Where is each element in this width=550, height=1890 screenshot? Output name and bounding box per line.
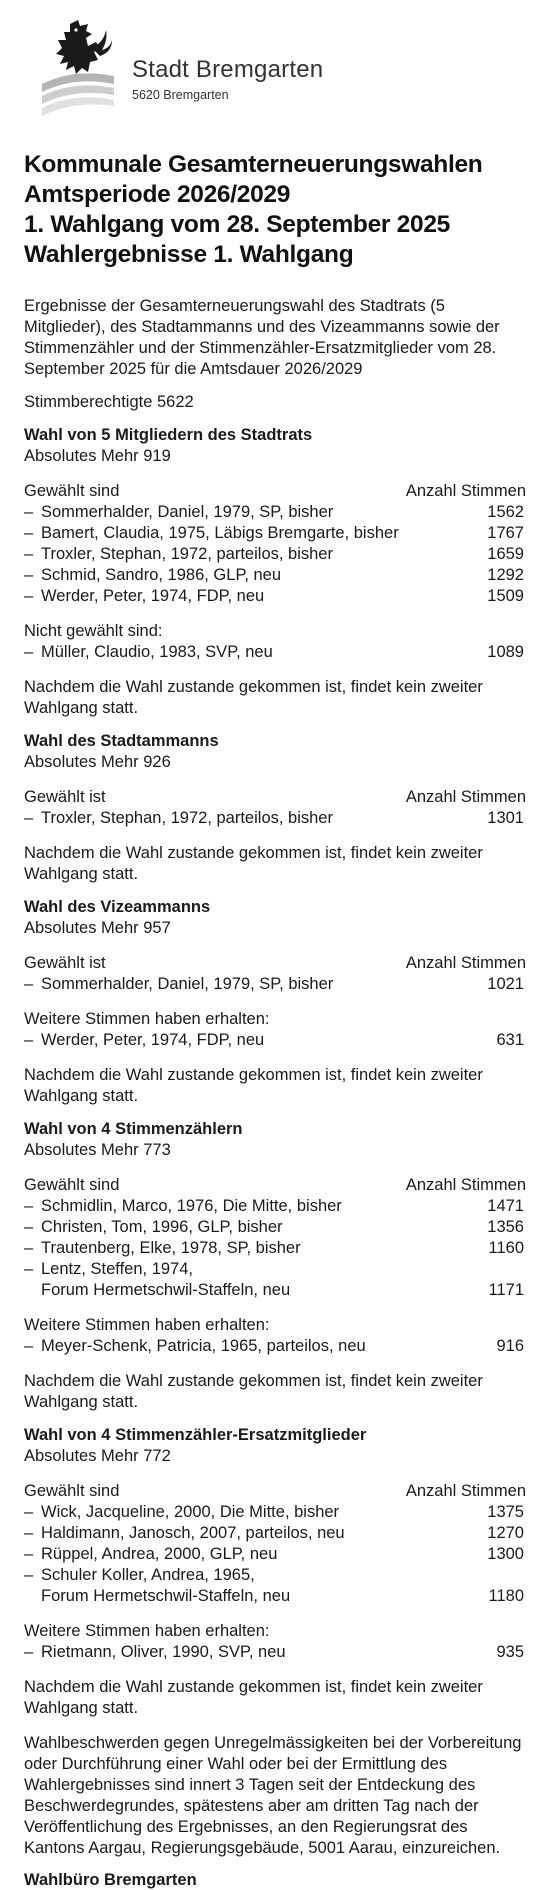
other-label: Weitere Stimmen haben erhalten: (24, 1316, 270, 1334)
candidate-row: – Schuler Koller, Andrea, 1965, (24, 1566, 255, 1584)
candidate-name: Werder, Peter, 1974, FDP, neu (41, 587, 265, 605)
candidate-votes: 1509 (487, 587, 524, 605)
candidate-votes: 1301 (487, 809, 524, 827)
elected-label: Gewählt sind (24, 482, 120, 500)
other-label: Nicht gewählt sind: (24, 622, 163, 640)
candidate-name: Rietmann, Oliver, 1990, SVP, neu (41, 1643, 286, 1661)
candidate-row: – Schmidlin, Marco, 1976, Die Mitte, bisher 1471 (24, 1197, 524, 1215)
candidate-votes: 1089 (487, 643, 524, 661)
candidate-name: Sommerhalder, Daniel, 1979, SP, bisher (41, 503, 334, 521)
candidate-name: Wick, Jacqueline, 2000, Die Mitte, bisher (41, 1503, 340, 1521)
elected-header (24, 953, 526, 974)
header-logo (24, 18, 526, 128)
majority-vizeammann: Absolutes Mehr 957 (24, 919, 171, 937)
candidate-name: Schuler Koller, Andrea, 1965, (41, 1566, 255, 1584)
candidate-votes: 935 (496, 1643, 524, 1661)
elected-label: Gewählt sind (24, 1176, 120, 1194)
candidate-row: – Werder, Peter, 1974, FDP, neu 631 (24, 1031, 524, 1049)
candidate-votes: 1300 (487, 1545, 524, 1563)
title-line: Wahlergebnisse 1. Wahlgang (24, 241, 354, 268)
title-line: 1. Wahlgang vom 28. September 2025 (24, 211, 450, 238)
candidate-votes: 1375 (487, 1503, 524, 1521)
candidate-name: Troxler, Stephan, 1972, parteilos, bisher (41, 545, 333, 563)
elected-header (24, 1481, 526, 1502)
other-label: Weitere Stimmen haben erhalten: (24, 1622, 270, 1640)
section-title-ersatz: Wahl von 4 Stimmenzähler-Ersatzmitglieder (24, 1426, 367, 1444)
no-second-round-note: Nachdem die Wahl zustande gekommen ist, findet kein zweiter Wahlgang statt. (24, 678, 483, 717)
candidate-row: – Bamert, Claudia, 1975, Läbigs Bremgarte, bisher 1767 (24, 524, 524, 542)
section-title-stimmenzaehler: Wahl von 4 Stimmenzählern (24, 1120, 243, 1138)
votes-header: Anzahl Stimmen (405, 788, 526, 806)
section-title-stadtrat: Wahl von 5 Mitgliedern des Stadtrats (24, 426, 313, 444)
candidate-row-continuation (24, 1280, 526, 1301)
candidate-name: Müller, Claudio, 1983, SVP, neu (41, 643, 273, 661)
elected-header (24, 1175, 526, 1196)
elected-header (24, 481, 526, 502)
candidate-row: – Trautenberg, Elke, 1978, SP, bisher 1160 (24, 1239, 524, 1257)
candidate-name: Haldimann, Janosch, 2007, parteilos, neu (41, 1524, 345, 1542)
candidate-votes: 916 (496, 1337, 524, 1355)
candidate-row: – Schmid, Sandro, 1986, GLP, neu 1292 (24, 566, 524, 584)
candidate-name: Trautenberg, Elke, 1978, SP, bisher (41, 1239, 301, 1257)
candidate-row: – Haldimann, Janosch, 2007, parteilos, neu 1270 (24, 1524, 524, 1542)
candidate-votes: 1767 (487, 524, 524, 542)
candidate-row: – Troxler, Stephan, 1972, parteilos, bisher 1301 (24, 809, 524, 827)
candidate-row: – Christen, Tom, 1996, GLP, bisher 1356 (24, 1218, 524, 1236)
candidate-votes: 631 (496, 1031, 524, 1049)
candidate-name: Forum Hermetschwil-Staffeln, neu (41, 1587, 291, 1605)
candidate-name: Rüppel, Andrea, 2000, GLP, neu (41, 1545, 278, 1563)
votes-header: Anzahl Stimmen (405, 1482, 526, 1500)
candidate-name: Sommerhalder, Daniel, 1979, SP, bisher (41, 975, 334, 993)
no-second-round-note: Nachdem die Wahl zustande gekommen ist, findet kein zweiter Wahlgang statt. (24, 1372, 483, 1411)
candidate-name: Schmidlin, Marco, 1976, Die Mitte, bisher (41, 1197, 342, 1215)
candidate-row: – Wick, Jacqueline, 2000, Die Mitte, bisher 1375 (24, 1503, 524, 1521)
candidate-row: – Troxler, Stephan, 1972, parteilos, bisher 1659 (24, 545, 524, 563)
majority-stadtrat: Absolutes Mehr 919 (24, 447, 171, 465)
candidate-votes: 1270 (487, 1524, 524, 1542)
majority-stadtammann: Absolutes Mehr 926 (24, 753, 171, 771)
majority-stimmenzaehler: Absolutes Mehr 773 (24, 1141, 171, 1159)
candidate-row: – Rietmann, Oliver, 1990, SVP, neu 935 (24, 1643, 524, 1661)
votes-header: Anzahl Stimmen (405, 1176, 526, 1194)
candidate-name: Lentz, Steffen, 1974, (41, 1260, 193, 1278)
candidate-row-continuation (24, 1586, 526, 1607)
candidate-row: – Müller, Claudio, 1983, SVP, neu 1089 (24, 643, 524, 661)
candidate-row: – Meyer-Schenk, Patricia, 1965, parteilos, neu 916 (24, 1337, 524, 1355)
candidate-row: – Sommerhalder, Daniel, 1979, SP, bisher 1021 (24, 975, 524, 993)
no-second-round-note: Nachdem die Wahl zustande gekommen ist, findet kein zweiter Wahlgang statt. (24, 1678, 483, 1717)
candidate-row: – Lentz, Steffen, 1974, (24, 1260, 193, 1278)
org-zip: 5620 Bremgarten (132, 88, 229, 102)
eligible-voters: Stimmberechtigte 5622 (24, 393, 194, 411)
elected-label: Gewählt ist (24, 788, 106, 806)
candidate-votes: 1021 (487, 975, 524, 993)
section-title-vizeammann: Wahl des Vizeammanns (24, 898, 211, 916)
candidate-name: Meyer-Schenk, Patricia, 1965, parteilos, neu (41, 1337, 366, 1355)
notice-title (24, 150, 526, 270)
candidate-name: Schmid, Sandro, 1986, GLP, neu (41, 566, 282, 584)
candidate-row: – Werder, Peter, 1974, FDP, neu 1509 (24, 587, 524, 605)
candidate-votes: 1171 (488, 1281, 524, 1299)
candidate-name: Forum Hermetschwil-Staffeln, neu (41, 1281, 291, 1299)
candidate-votes: 1562 (487, 503, 524, 521)
no-second-round-note: Nachdem die Wahl zustande gekommen ist, findet kein zweiter Wahlgang statt. (24, 1066, 483, 1105)
lion-crest-icon (30, 18, 122, 118)
other-label: Weitere Stimmen haben erhalten: (24, 1010, 270, 1028)
votes-header: Anzahl Stimmen (405, 482, 526, 500)
candidate-name: Troxler, Stephan, 1972, parteilos, bisher (41, 809, 333, 827)
candidate-votes: 1356 (487, 1218, 524, 1236)
elected-label: Gewählt ist (24, 954, 106, 972)
candidate-votes: 1471 (487, 1197, 524, 1215)
candidate-row: – Rüppel, Andrea, 2000, GLP, neu 1300 (24, 1545, 524, 1563)
signature: Wahlbüro Bremgarten (24, 1871, 197, 1889)
candidate-name: Werder, Peter, 1974, FDP, neu (41, 1031, 265, 1049)
org-block (132, 56, 323, 102)
candidate-votes: 1292 (487, 566, 524, 584)
candidate-row: – Sommerhalder, Daniel, 1979, SP, bisher 1562 (24, 503, 524, 521)
intro-text: Ergebnisse der Gesamterneuerungswahl des Stadtrats (5 Mitglieder), des Stadtammanns und des Vizeammanns sowie der Stimmenzähler und der Stimmenzähler-Ersatzmitglieder vom 28. September 2025 für die Amtsdauer 2026/2029 (24, 297, 500, 378)
title-line: Amtsperiode 2026/2029 (24, 181, 291, 208)
no-second-round-note: Nachdem die Wahl zustande gekommen ist, findet kein zweiter Wahlgang statt. (24, 844, 483, 883)
candidate-name: Bamert, Claudia, 1975, Läbigs Bremgarte, bisher (41, 524, 399, 542)
candidate-votes: 1160 (488, 1239, 524, 1257)
elected-label: Gewählt sind (24, 1482, 120, 1500)
candidate-name: Christen, Tom, 1996, GLP, bisher (41, 1218, 283, 1236)
candidate-votes: 1659 (487, 545, 524, 563)
section-title-stadtammann: Wahl des Stadtammanns (24, 732, 219, 750)
org-name: Stadt Bremgarten (132, 56, 324, 83)
appeal-notice: Wahlbeschwerden gegen Unregelmässigkeiten bei der Vorbereitung oder Durchführung einer Wahl oder bei der Ermittlung des Wahlergebnisses sind innert 3 Tagen seit der Entdeckung des Beschwerdegrundes, spätestens aber am dritten Tag nach der Veröffentlichung des Ergebnisses, an den Regierungsrat des Kantons Aargau, Regierungsgebäude, 5001 Aarau, einzureichen. (24, 1734, 522, 1857)
votes-header: Anzahl Stimmen (405, 954, 526, 972)
elected-header (24, 787, 526, 808)
candidate-votes: 1180 (488, 1587, 524, 1605)
title-line: Kommunale Gesamterneuerungswahlen (24, 151, 483, 178)
majority-ersatz: Absolutes Mehr 772 (24, 1447, 171, 1465)
